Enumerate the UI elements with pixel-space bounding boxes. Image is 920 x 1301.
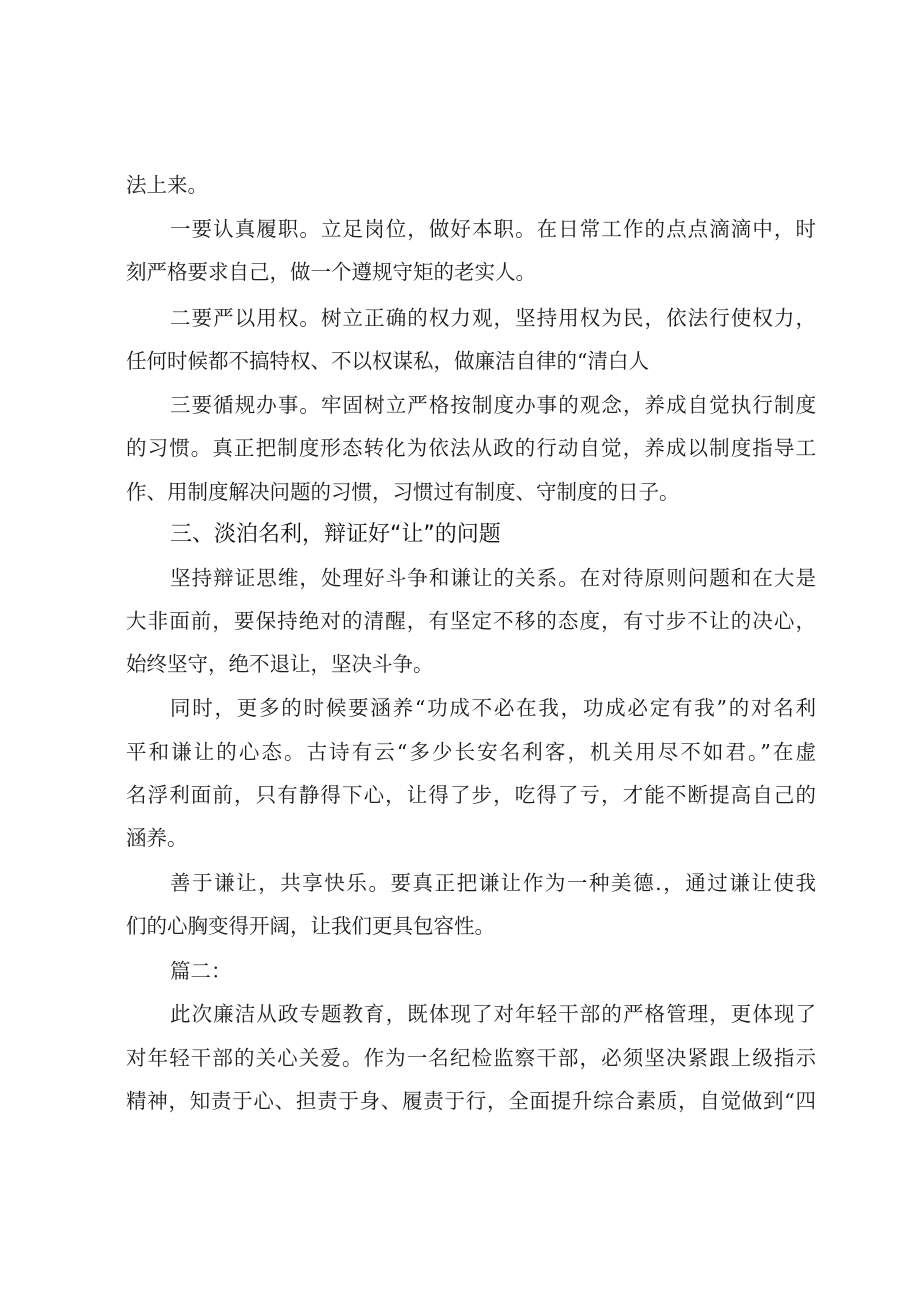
paragraph-line: 平和谦让的心态。古诗有云“多少长安名利客，机关用尽不如君。”在虚 [126, 740, 816, 764]
paragraph-line: 一要认真履职。立足岗位，做好本职。在日常工作的点点滴滴中，时 [170, 217, 816, 241]
paragraph-line: 法上来。 [126, 173, 208, 197]
paragraph-line: 对年轻干部的关心关爱。作为一名纪检监察干部，必须坚决紧跟上级指示 [126, 1046, 816, 1070]
paragraph-line: 的习惯。真正把制度形态转化为依法从政的行动自觉，养成以制度指导工 [126, 436, 816, 460]
subheading-label: 篇二： [170, 959, 232, 983]
paragraph-line: 任何时候都不搞特权、不以权谋私，做廉洁自律的“清白人 [126, 349, 649, 373]
paragraph-line: 始终坚守，绝不退让，坚决斗争。 [126, 652, 434, 676]
paragraph-line: 同时，更多的时候要涵养“功成不必在我，功成必定有我”的对名利 [170, 696, 816, 720]
paragraph-line: 二要严以用权。树立正确的权力观，坚持用权为民，依法行使权力， [170, 306, 816, 330]
paragraph-line: 大非面前，要保持绝对的清醒，有坚定不移的态度，有寸步不让的决心， [126, 609, 816, 633]
section-heading: 三、淡泊名利，辩证好“让”的问题 [170, 522, 501, 547]
paragraph-line: 作、用制度解决问题的习惯，习惯过有制度、守制度的日子。 [126, 480, 680, 504]
paragraph-line: 此次廉洁从政专题教育，既体现了对年轻干部的严格管理，更体现了 [170, 1002, 816, 1026]
paragraph-line: 坚持辩证思维，处理好斗争和谦让的关系。在对待原则问题和在大是 [170, 566, 816, 590]
paragraph-line: 名浮利面前，只有静得下心，让得了步，吃得了亏，才能不断提高自己的 [126, 783, 816, 807]
paragraph-line: 涵养。 [126, 826, 188, 850]
paragraph-line: 三要循规办事。牢固树立严格按制度办事的观念，养成自觉执行制度 [170, 393, 816, 417]
paragraph-line: 善于谦让，共享快乐。要真正把谦让作为一种美德.，通过谦让使我 [170, 871, 816, 895]
paragraph-line: 精神，知责于心、担责于身、履责于行，全面提升综合素质，自觉做到“四 [126, 1089, 816, 1113]
paragraph-line: 们的心胸变得开阔，让我们更具包容性。 [126, 914, 495, 938]
paragraph-line: 刻严格要求自己，做一个遵规守矩的老实人。 [126, 260, 536, 284]
